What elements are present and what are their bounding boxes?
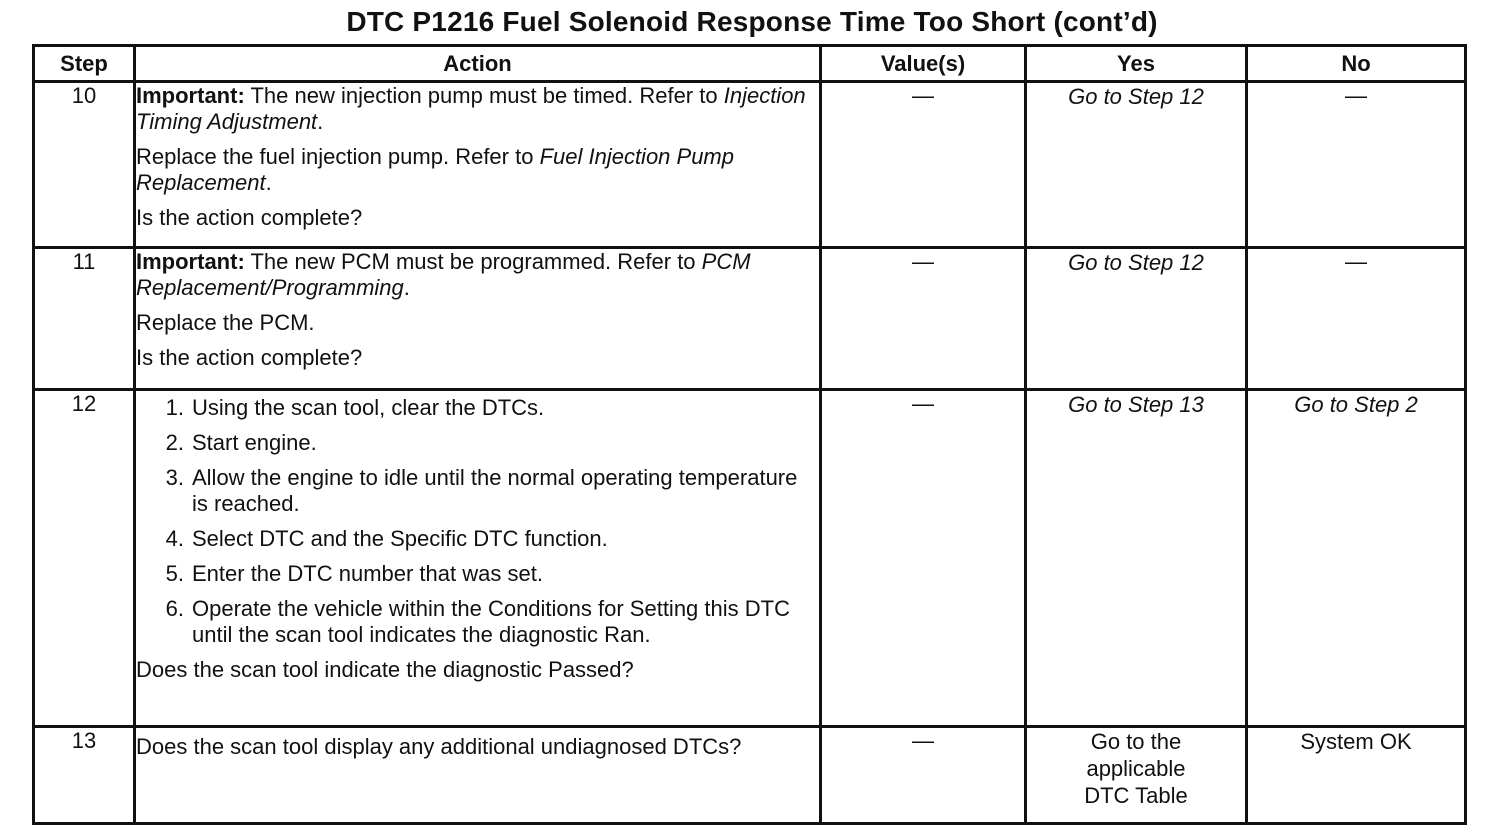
yes-result: Go to Step 12 bbox=[1026, 82, 1247, 248]
no-result: System OK bbox=[1247, 727, 1466, 824]
table-row bbox=[34, 390, 1466, 727]
list-item: 2. Start engine. bbox=[165, 430, 317, 455]
important-text: The new PCM must be programmed. Refer to bbox=[244, 249, 702, 274]
table-row bbox=[34, 727, 1466, 824]
step-number: 13 bbox=[34, 727, 135, 824]
list-item: 6. Operate the vehicle within the Conditions for Setting this DTC until the scan tool indicates the diagnostic Ran. bbox=[165, 596, 790, 647]
list-item: 5. Enter the DTC number that was set. bbox=[165, 561, 543, 586]
action-cell bbox=[135, 727, 821, 824]
action-cell bbox=[135, 82, 821, 248]
value-cell: — bbox=[821, 390, 1026, 727]
procedure-reference: PCM Replacement/Programming bbox=[136, 249, 751, 300]
action-cell bbox=[135, 248, 821, 390]
procedure-reference: Injection Timing Adjustment bbox=[136, 83, 806, 134]
page-title: DTC P1216 Fuel Solenoid Response Time Too Short (cont’d) bbox=[346, 6, 1158, 37]
value-cell: — bbox=[821, 82, 1026, 248]
table-row bbox=[34, 82, 1466, 248]
important-text: The new injection pump must be timed. Refer to bbox=[244, 83, 724, 108]
yes-result: Go to Step 12 bbox=[1026, 248, 1247, 390]
important-label: Important: bbox=[136, 249, 245, 274]
no-result: — bbox=[1247, 82, 1466, 248]
list-item: 1. Using the scan tool, clear the DTCs. bbox=[165, 395, 545, 420]
important-note: Important: The new injection pump must be timed. Refer to Injection Timing Adjustment. bbox=[136, 83, 806, 134]
question: Is the action complete? bbox=[136, 345, 363, 370]
no-result: Go to Step 2 bbox=[1247, 390, 1466, 727]
step-number: 10 bbox=[34, 82, 135, 248]
procedure-reference: Fuel Injection Pump Replacement bbox=[136, 144, 734, 195]
action-cell bbox=[135, 390, 821, 727]
important-note: Important: The new PCM must be programmed. Refer to PCM Replacement/Programming. bbox=[136, 249, 751, 300]
table-header-row bbox=[34, 46, 1466, 82]
yes-result: Go to the applicable DTC Table bbox=[1026, 727, 1247, 824]
header-yes: Yes bbox=[1026, 46, 1247, 82]
no-result: — bbox=[1247, 248, 1466, 390]
numbered-steps bbox=[136, 395, 819, 648]
header-no: No bbox=[1247, 46, 1466, 82]
step-number: 12 bbox=[34, 390, 135, 727]
list-item: 3. Allow the engine to idle until the normal operating temperature is reached. bbox=[165, 465, 798, 516]
header-action: Action bbox=[135, 46, 821, 82]
header-step: Step bbox=[34, 46, 135, 82]
diagnostic-table bbox=[32, 44, 1467, 825]
yes-result: Go to Step 13 bbox=[1026, 390, 1247, 727]
value-cell: — bbox=[821, 727, 1026, 824]
list-item: 4. Select DTC and the Specific DTC function. bbox=[165, 526, 608, 551]
table-row bbox=[34, 248, 1466, 390]
value-cell: — bbox=[821, 248, 1026, 390]
instruction: Replace the PCM. bbox=[136, 310, 315, 335]
question: Is the action complete? bbox=[136, 205, 363, 230]
step-number: 11 bbox=[34, 248, 135, 390]
important-label: Important: bbox=[136, 83, 245, 108]
instruction: Replace the fuel injection pump. Refer to Fuel Injection Pump Replacement. bbox=[136, 144, 734, 195]
header-values: Value(s) bbox=[821, 46, 1026, 82]
question: Does the scan tool indicate the diagnostic Passed? bbox=[136, 657, 634, 682]
question: Does the scan tool display any additional undiagnosed DTCs? bbox=[136, 734, 742, 759]
